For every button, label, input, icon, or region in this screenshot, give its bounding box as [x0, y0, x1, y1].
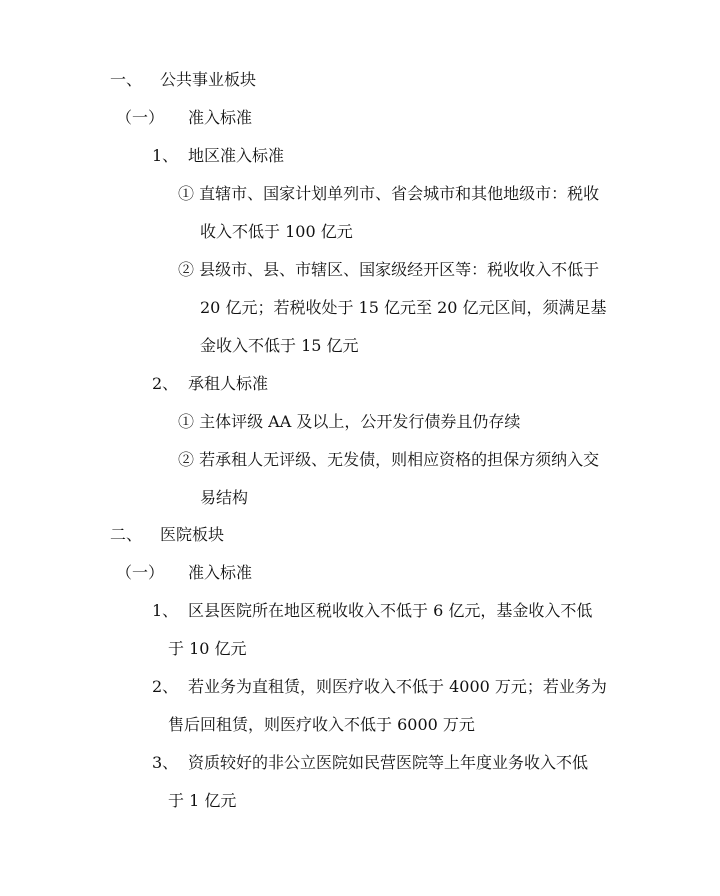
- section2-item1-line1: 区县医院所在地区税收收入不低于 6 亿元，基金收入不低: [188, 601, 593, 620]
- section1-item1-point2-line3: 金收入不低于 15 亿元: [200, 336, 359, 355]
- section1-item1-point1-line1: ① 直辖市、国家计划单列市、省会城市和其他地级市：税收: [178, 184, 600, 203]
- section1-item2-point1: ① 主体评级 AA 及以上，公开发行债券且仍存续: [178, 412, 521, 431]
- section1-title: 公共事业板块: [160, 70, 257, 89]
- section1-item2-point2-line1: ② 若承租人无评级、无发债，则相应资格的担保方须纳入交: [178, 450, 600, 469]
- section1-item1-title: 地区准入标准: [188, 146, 285, 165]
- section1-sub1-number: （一）: [116, 108, 165, 127]
- section2-item2-number: 2、: [152, 677, 179, 696]
- section2-item2-line1: 若业务为直租赁，则医疗收入不低于 4000 万元；若业务为: [188, 677, 607, 696]
- section2-item3-line2: 于 1 亿元: [168, 791, 237, 810]
- section1-item2-point2-line2: 易结构: [200, 488, 249, 507]
- section1-item1-number: 1、: [152, 146, 179, 165]
- section2-item1-number: 1、: [152, 601, 179, 620]
- section1-sub1-title: 准入标准: [188, 108, 253, 127]
- section1-item2-title: 承租人标准: [188, 374, 269, 393]
- section2-item2-line2: 售后回租赁，则医疗收入不低于 6000 万元: [168, 715, 475, 734]
- section1-item1-point1-line2: 收入不低于 100 亿元: [200, 222, 353, 241]
- section1-item1-point2-line2: 20 亿元；若税收处于 15 亿元至 20 亿元区间，须满足基: [200, 298, 607, 317]
- section1-heading: [110, 72, 142, 88]
- section2-title: 医院板块: [160, 525, 225, 544]
- section2-sub1-title: 准入标准: [188, 563, 253, 582]
- section1-item1-point2-line1: ② 县级市、县、市辖区、国家级经开区等：税收收入不低于: [178, 260, 600, 279]
- section2-item3-line1: 资质较好的非公立医院如民营医院等上年度业务收入不低: [188, 753, 589, 772]
- section1-number: 一、: [110, 70, 143, 89]
- section2-item1-line2: 于 10 亿元: [168, 639, 247, 658]
- section1-item2-number: 2、: [152, 374, 179, 393]
- section2-sub1-number: （一）: [116, 563, 165, 582]
- section2-item3-number: 3、: [152, 753, 179, 772]
- section2-number: 二、: [110, 525, 143, 544]
